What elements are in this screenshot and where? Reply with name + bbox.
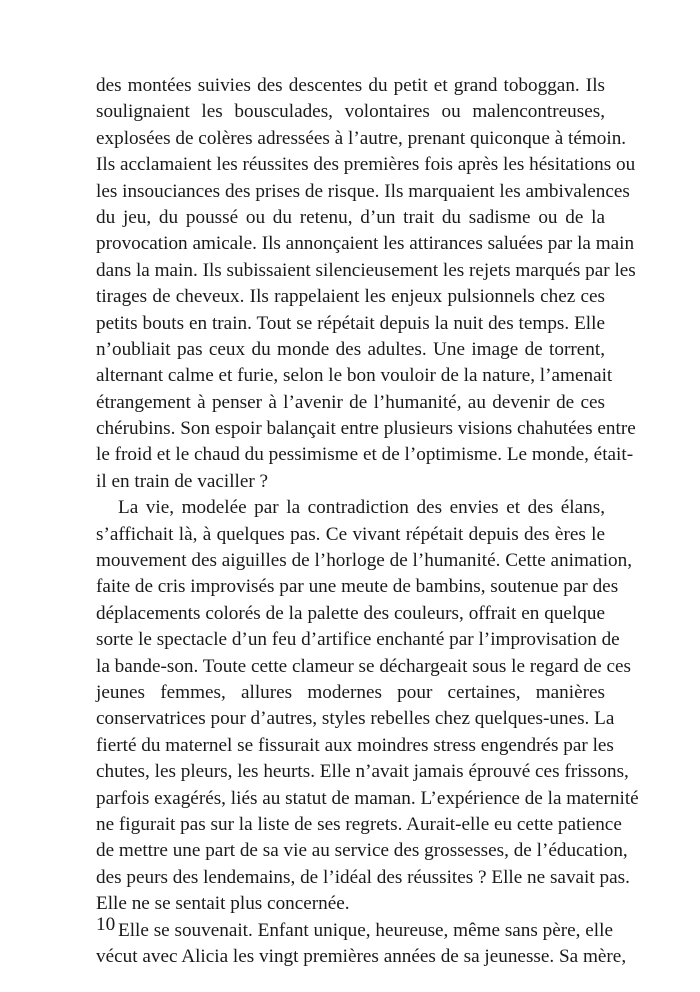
paragraph-3 — [96, 918, 627, 971]
text-line: parfois exagérés, liés au statut de maman. L’expérience de la maternité — [96, 787, 639, 809]
text-line: conservatrices pour d’autres, styles rebelles chez quelques-unes. La — [96, 708, 615, 730]
text-line: faite de cris improvisés par une meute de bambins, soutenue par des — [96, 576, 619, 598]
paragraph-2 — [96, 495, 639, 917]
text-line: chérubins. Son espoir balançait entre plusieurs visions chahutées entre — [96, 418, 636, 440]
text-line: sorte le spectacle d’un feu d’artifice enchanté par l’improvisation de — [96, 629, 620, 651]
text-line: le froid et le chaud du pessimisme et de l’optimisme. Le monde, était- — [96, 444, 634, 466]
text-line: soulignaient les bousculades, volontaires ou malencontreuses, — [96, 101, 605, 123]
text-line: petits bouts en train. Tout se répétait depuis la nuit des temps. Elle — [96, 312, 605, 334]
text-line: ne figurait pas sur la liste de ses regrets. Aurait-elle eu cette patience — [96, 813, 622, 835]
text-line: Elle ne se sentait plus concernée. — [96, 893, 350, 915]
text-line: il en train de vaciller ? — [96, 470, 269, 492]
text-line: des peurs des lendemains, de l’idéal des réussites ? Elle ne savait pas. — [96, 866, 630, 888]
text-line: Ils acclamaient les réussites des premières fois après les hésitations ou — [96, 154, 636, 176]
text-line: du jeu, du poussé ou du retenu, d’un trait du sadisme ou de la — [96, 206, 605, 228]
text-line: des montées suivies des descentes du petit et grand toboggan. Ils — [96, 75, 605, 96]
text-line: fierté du maternel se fissurait aux moindres stress engendrés par les — [96, 734, 614, 756]
text-line: n’oubliait pas ceux du monde des adultes. Une image de torrent, — [96, 338, 605, 360]
text-line: de mettre une part de sa vie au service des grossesses, de l’éducation, — [96, 840, 628, 862]
paragraph-1 — [96, 73, 636, 495]
text-line: s’affichait là, à quelques pas. Ce vivant répétait depuis des ères le — [96, 523, 605, 545]
text-line: étrangement à penser à l’avenir de l’humanité, au devenir de ces — [96, 391, 605, 413]
text-line: La vie, modelée par la contradiction des envies et des élans, — [118, 497, 605, 519]
text-line: Elle se souvenait. Enfant unique, heureuse, même sans père, elle — [118, 919, 613, 941]
text-line: jeunes femmes, allures modernes pour certaines, manières — [96, 681, 605, 703]
page-number: 10 — [96, 914, 116, 935]
text-line: dans la main. Ils subissaient silencieusement les rejets marqués par les — [96, 259, 636, 281]
body-text — [96, 73, 639, 970]
text-line: chutes, les pleurs, les heurts. Elle n’avait jamais éprouvé ces frissons, — [96, 761, 629, 783]
text-line: déplacements colorés de la palette des couleurs, offrait en quelque — [96, 602, 605, 624]
text-line: mouvement des aiguilles de l’horloge de l’humanité. Cette animation, — [96, 550, 633, 572]
text-line: les insouciances des prises de risque. Ils marquaient les ambivalences — [96, 180, 630, 202]
text-line: explosées de colères adressées à l’autre, prenant quiconque à témoin. — [96, 127, 627, 149]
text-line: alternant calme et furie, selon le bon vouloir de la nature, l’amenait — [96, 365, 613, 387]
text-line: tirages de cheveux. Ils rappelaient les enjeux pulsionnels chez ces — [96, 286, 605, 308]
text-line: la bande-son. Toute cette clameur se déchargeait sous le regard de ces — [96, 655, 631, 677]
text-line: vécut avec Alicia les vingt premières années de sa jeunesse. Sa mère, — [96, 945, 627, 967]
text-line: provocation amicale. Ils annonçaient les attirances saluées par la main — [96, 233, 635, 255]
